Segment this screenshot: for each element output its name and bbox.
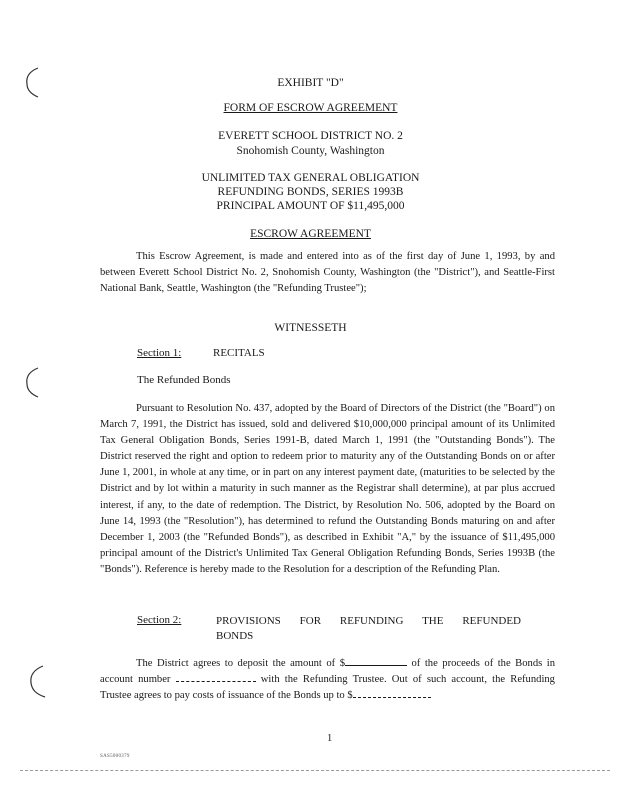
page-number: 1 [327,733,333,744]
section-2-title [216,614,521,644]
agreement-title [0,228,621,240]
form-title [0,102,621,114]
bond-title-line1: UNLIMITED TAX GENERAL OBLIGATION [201,172,420,184]
section-2-title-line1: PROVISIONS FOR REFUNDING THE REFUNDED [216,615,521,627]
witnesseth-heading: WITNESSETH [274,322,347,334]
district-name: EVERETT SCHOOL DISTRICT NO. 2 [218,130,403,142]
section-2-label-text: Section 2: [137,614,182,626]
bond-title-line2: REFUNDING BONDS, SERIES 1993B [217,186,404,198]
intro-paragraph: This Escrow Agreement, is made and entered into as of the first day of June 1, 1993, by and between Everett School District No. 2, Snohomish County, Washington (the "District"), and Seattle-First National Bank, Seattle, Washington (the "Refunding Trustee"); [100,251,555,295]
section-2-title-line2: BONDS [216,630,254,642]
deposit-amount-blank [345,665,407,666]
binder-hole-mark-bottom [26,664,48,700]
section-1-label [137,347,181,359]
agreement-title-text: ESCROW AGREEMENT [250,228,371,240]
exhibit-label: EXHIBIT "D" [277,77,344,89]
district-county: Snohomish County, Washington [236,145,385,157]
section-2-text-part3: with the Refunding Trustee. Out of such account, the Refunding Trustee agrees to pay costs of issuance of the Bonds up to $ [100,674,555,702]
section-2-label [137,614,181,626]
issuance-cost-blank [353,697,431,698]
form-title-text: FORM OF ESCROW AGREEMENT [223,102,398,114]
section-2-paragraph [100,656,555,704]
bond-title-line3: PRINCIPAL AMOUNT OF $11,495,000 [216,200,405,212]
binder-hole-mark-middle [22,366,42,400]
section-1-label-text: Section 1: [137,347,182,359]
section-2-text-part2: of the proceeds of the Bonds in account number [100,658,556,686]
footer-scan-line [20,770,610,771]
recitals-paragraph: Pursuant to Resolution No. 437, adopted by the Board of Directors of the District (the "Board") on March 7, 1991, the District has issued, sold and delivered $10,000,000 principal amount of its Unlimited Tax General Obligation Bonds, Series 1991-B, dated March 1, 1991 (the "Outstanding Bonds"). The District reserved the right and option to redeem prior to maturity any of the Outstanding Bonds on or after June 1, 2001, in whole at any time, or in part on any interest payment date, (maturities to be selected by the District and by lot within a maturity in such manner as the Registrar shall determine), at par plus accrued interest, if any, to the date of redemption. The District, by Resolution No. 506, adopted by the Board on June 14, 1993 (the "Resolution"), has determined to refund the Outstanding Bonds maturing on and after December 1, 2003 (the "Refunded Bonds"), as described in Exhibit "A," by the issuance of $11,495,000 principal amount of the District's Unlimited Tax General Obligation Refunding Bonds, Series 1993B (the "Bonds"). Reference is hereby made to the Resolution for a description of the Refunding Plan. [100,403,555,575]
account-number-blank [176,681,256,682]
document-code: SAS5000379 [100,754,130,759]
section-2-text-part1: The District agrees to deposit the amount of $ [136,658,345,669]
section-1-title: RECITALS [213,347,265,359]
refunded-bonds-heading: The Refunded Bonds [137,374,231,386]
